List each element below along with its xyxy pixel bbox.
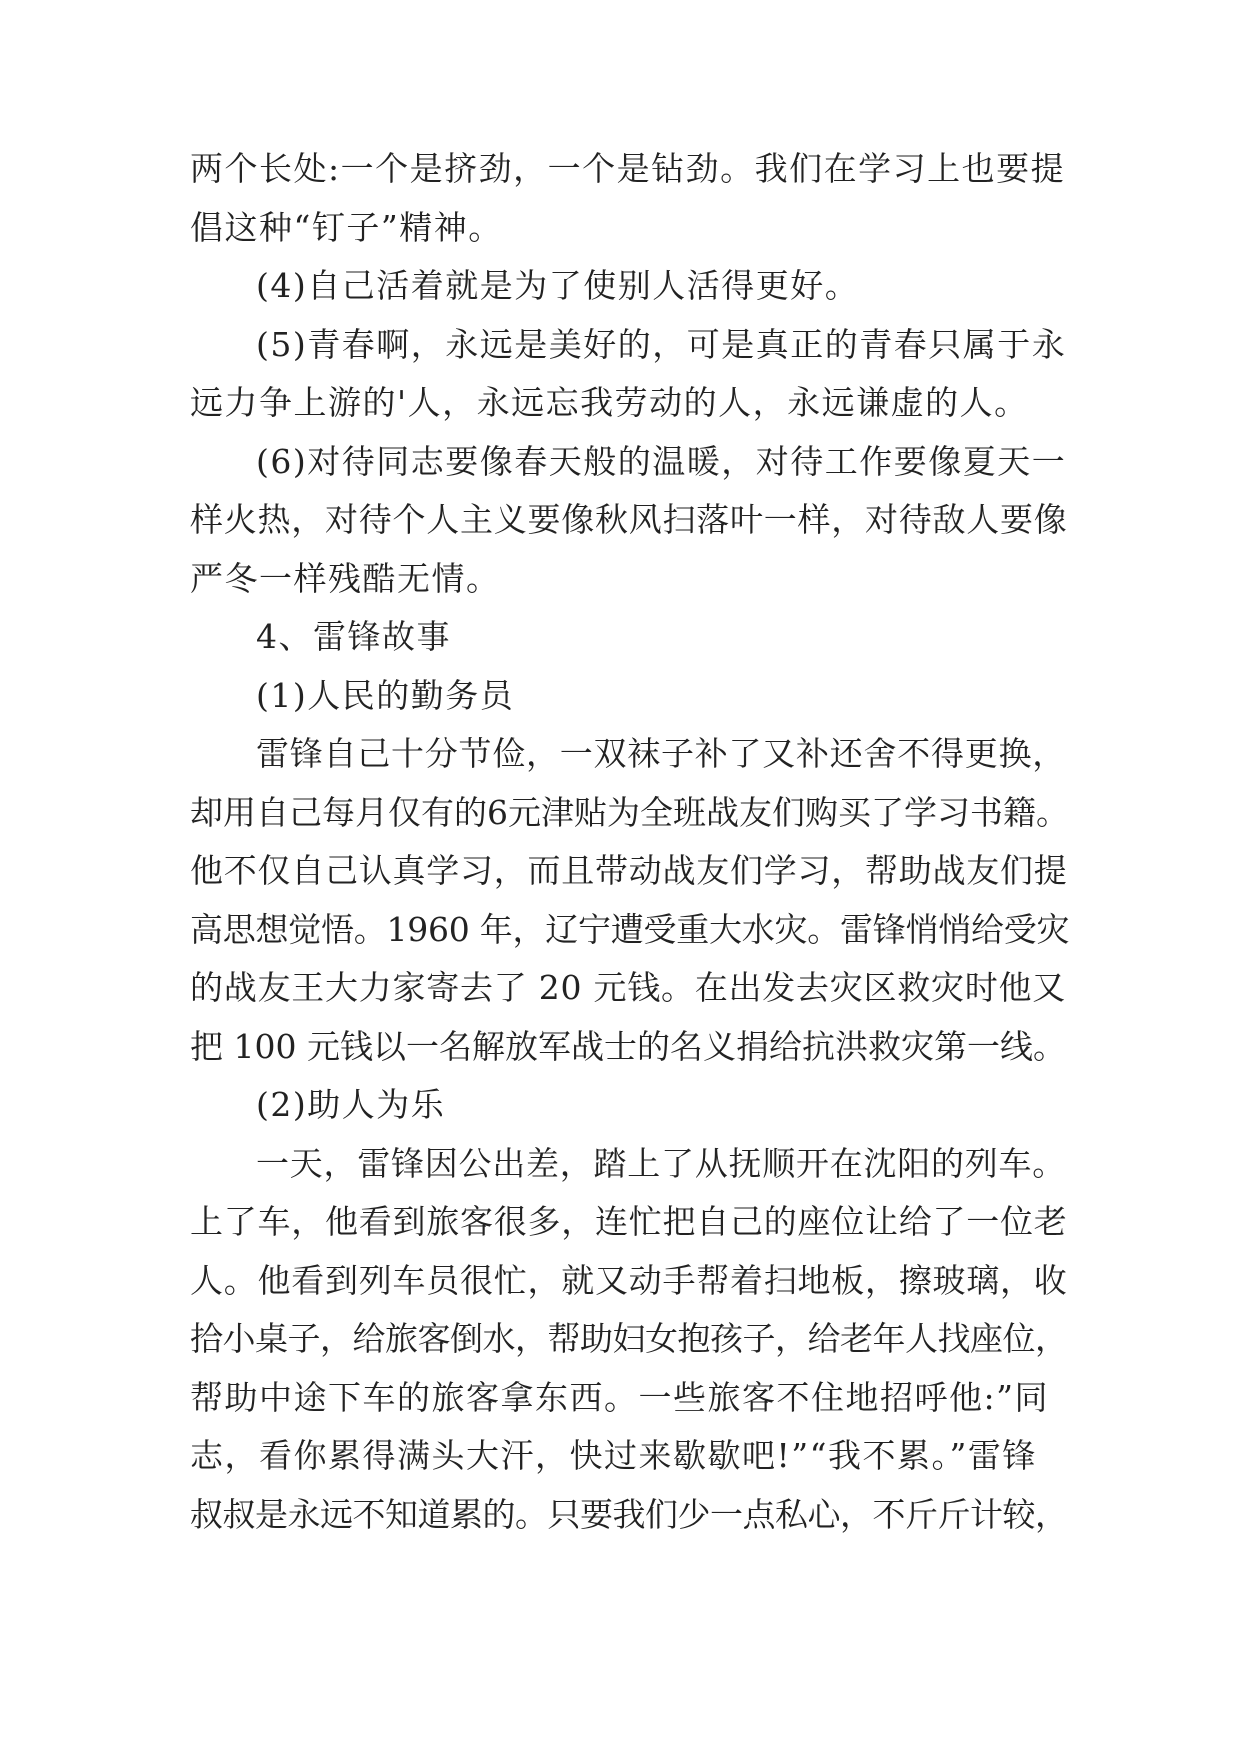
text-line: 一天，雷锋因公出差，踏上了从抚顺开在沈阳的列车。 — [256, 1143, 1066, 1183]
text-line: (4)自己活着就是为了使别人活得更好。 — [256, 266, 860, 305]
text-line: 他不仅自己认真学习，而且带动战友们学习，帮助战友们提 — [190, 851, 1068, 890]
text-line: (5)青春啊，永远是美好的，可是真正的青春只属于永 — [256, 324, 1067, 364]
text-line: 帮助中途下车的旅客拿东西。一些旅客不住地招呼他:”同 — [190, 1377, 1049, 1417]
text-line: 的战友王大力家寄去了 20 元钱。在出发去灾区救灾时他又 — [190, 968, 1066, 1007]
text-line: (1)人民的勤务员 — [256, 675, 515, 715]
text-line: 人。他看到列车员很忙，就又动手帮着扫地板，擦玻璃，收 — [190, 1260, 1068, 1300]
text-line: 把 100 元钱以一名解放军战士的名义捐给抗洪救灾第一线。 — [190, 1026, 1066, 1066]
text-line: 志，看你累得满头大汗，快过来歇歇吧!”“我不累。”雷锋 — [190, 1436, 1037, 1475]
text-line: 倡这种“钉子”精神。 — [190, 207, 503, 247]
text-line: 叔叔是永远不知道累的。只要我们少一点私心，不斤斤计较， — [190, 1494, 1068, 1534]
text-line: 高思想觉悟。1960 年，辽宁遭受重大水灾。雷锋悄悄给受灾 — [190, 909, 1070, 949]
text-line: 4、雷锋故事 — [256, 617, 451, 656]
text-line: 拾小桌子，给旅客倒水，帮助妇女抱孩子，给老年人找座位， — [190, 1319, 1068, 1358]
text-line: 远力争上游的'人，永远忘我劳动的人，永远谦虚的人。 — [190, 383, 1029, 422]
text-line: (2)助人为乐 — [256, 1085, 446, 1124]
text-line: 雷锋自己十分节俭，一双袜子补了又补还舍不得更换， — [256, 734, 1066, 773]
document-body — [190, 140, 1070, 1544]
text-line: 两个长处:一个是挤劲，一个是钻劲。我们在学习上也要提 — [190, 149, 1066, 188]
text-line: (6)对待同志要像春天般的温暖，对待工作要像夏天一 — [256, 441, 1067, 481]
text-line: 样火热，对待个人主义要像秋风扫落叶一样，对待敌人要像 — [190, 500, 1068, 539]
text-line: 却用自己每月仅有的6元津贴为全班战友们购买了学习书籍。 — [190, 792, 1069, 832]
text-line: 上了车，他看到旅客很多，连忙把自己的座位让给了一位老 — [190, 1202, 1068, 1241]
text-line: 严冬一样残酷无情。 — [190, 558, 501, 598]
